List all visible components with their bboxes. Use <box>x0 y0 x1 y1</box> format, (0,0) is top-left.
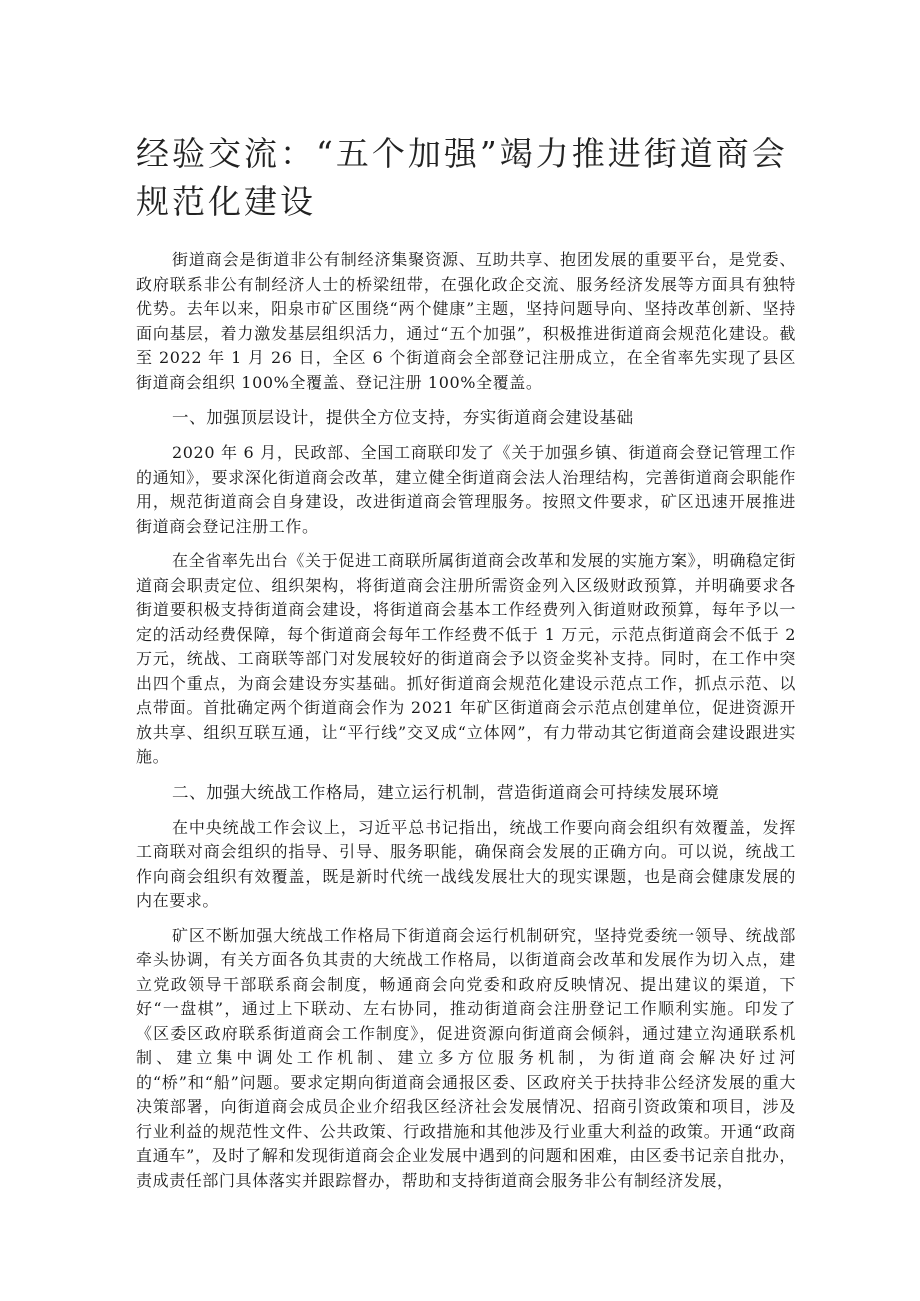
paragraph-intro: 街道商会是街道非公有制经济集聚资源、互助共享、抱团发展的重要平台，是党委、政府联系非公有制经济人士的桥梁纽带，在强化政企交流、服务经济发展等方面具有独特优势。去年以来，阳泉市矿区围绕“两个健康”主题，坚持问题导向、坚持改革创新、坚持面向基层，着力激发基层组织活力，通过“五个加强”，积极推进街道商会规范化建设。截至 2022 年 1 月 26 日，全区 6 个街道商会全部登记注册成立，在全省率先实现了县区街道商会组织 100%全覆盖、登记注册 100%全覆盖。 <box>136 250 796 392</box>
document-title: 经验交流：“五个加强”竭力推进街道商会规范化建设 <box>136 134 788 221</box>
document-body <box>136 130 796 1203</box>
paragraph: 矿区不断加强大统战工作格局下街道商会运行机制研究，坚持党委统一领导、统战部牵头协调，有关方面各负其责的大统战工作格局，以街道商会改革和发展作为切入点，建立党政领导干部联系商会制度，畅通商会向党委和政府反映情况、提出建议的渠道，下好“一盘棋”，通过上下联动、左右协同，推动街道商会注册登记工作顺利实施。印发了《区委区政府联系街道商会工作制度》，促进资源向街道商会倾斜，通过建立沟通联系机制、建立集中调处工作机制、建立多方位服务机制，为街道商会解决好过河的“桥”和“船”问题。要求定期向街道商会通报区委、区政府关于扶持非公经济发展的重大决策部署，向街道商会成员企业介绍我区经济社会发展情况、招商引资政策和项目，涉及行业利益的规范性文件、公共政策、行政措施和其他涉及行业重大利益的政策。开通“政商直通车”，及时了解和发现街道商会企业发展中遇到的问题和困难，由区委书记亲自批办，责成责任部门具体落实并跟踪督办，帮助和支持街道商会服务非公有制经济发展， <box>136 925 796 1190</box>
paragraph: 在中央统战工作会议上，习近平总书记指出，统战工作要向商会组织有效覆盖，发挥工商联对商会组织的指导、引导、服务职能，确保商会发展的正确方向。可以说，统战工作向商会组织有效覆盖，既是新时代统一战线发展壮大的现实课题，也是商会健康发展的内在要求。 <box>136 817 796 910</box>
section-heading-2: 二、加强大统战工作格局，建立运行机制，营造街道商会可持续发展环境 <box>172 782 720 802</box>
paragraph: 在全省率先出台《关于促进工商联所属街道商会改革和发展的实施方案》，明确稳定街道商会职责定位、组织架构，将街道商会注册所需资金列入区级财政预算，并明确要求各街道要积极支持街道商会建设，将街道商会基本工作经费列入街道财政预算，每年予以一定的活动经费保障，每个街道商会每年工作经费不低于 1 万元，示范点街道商会不低于 2 万元，统战、工商联等部门对发展较好的街道商会予以资金奖补支持。同时，在工作中突出四个重点，为商会建设夯实基础。抓好街道商会规范化建设示范点工作，抓点示范、以点带面。首批确定两个街道商会作为 2021 年矿区街道商会示范点创建单位，促进资源开放共享、组织互联互通，让“平行线”交叉成“立体网”，有力带动其它街道商会建设跟进实施。 <box>136 551 796 766</box>
paragraph: 2020 年 6 月，民政部、全国工商联印发了《关于加强乡镇、街道商会登记管理工作的通知》，要求深化街道商会改革，建立健全街道商会法人治理结构，完善街道商会职能作用，规范街道商会自身建设，改进街道商会管理服务。按照文件要求，矿区迅速开展推进街道商会登记注册工作。 <box>136 443 796 536</box>
section-heading-1: 一、加强顶层设计，提供全方位支持，夯实街道商会建设基础 <box>172 408 634 427</box>
